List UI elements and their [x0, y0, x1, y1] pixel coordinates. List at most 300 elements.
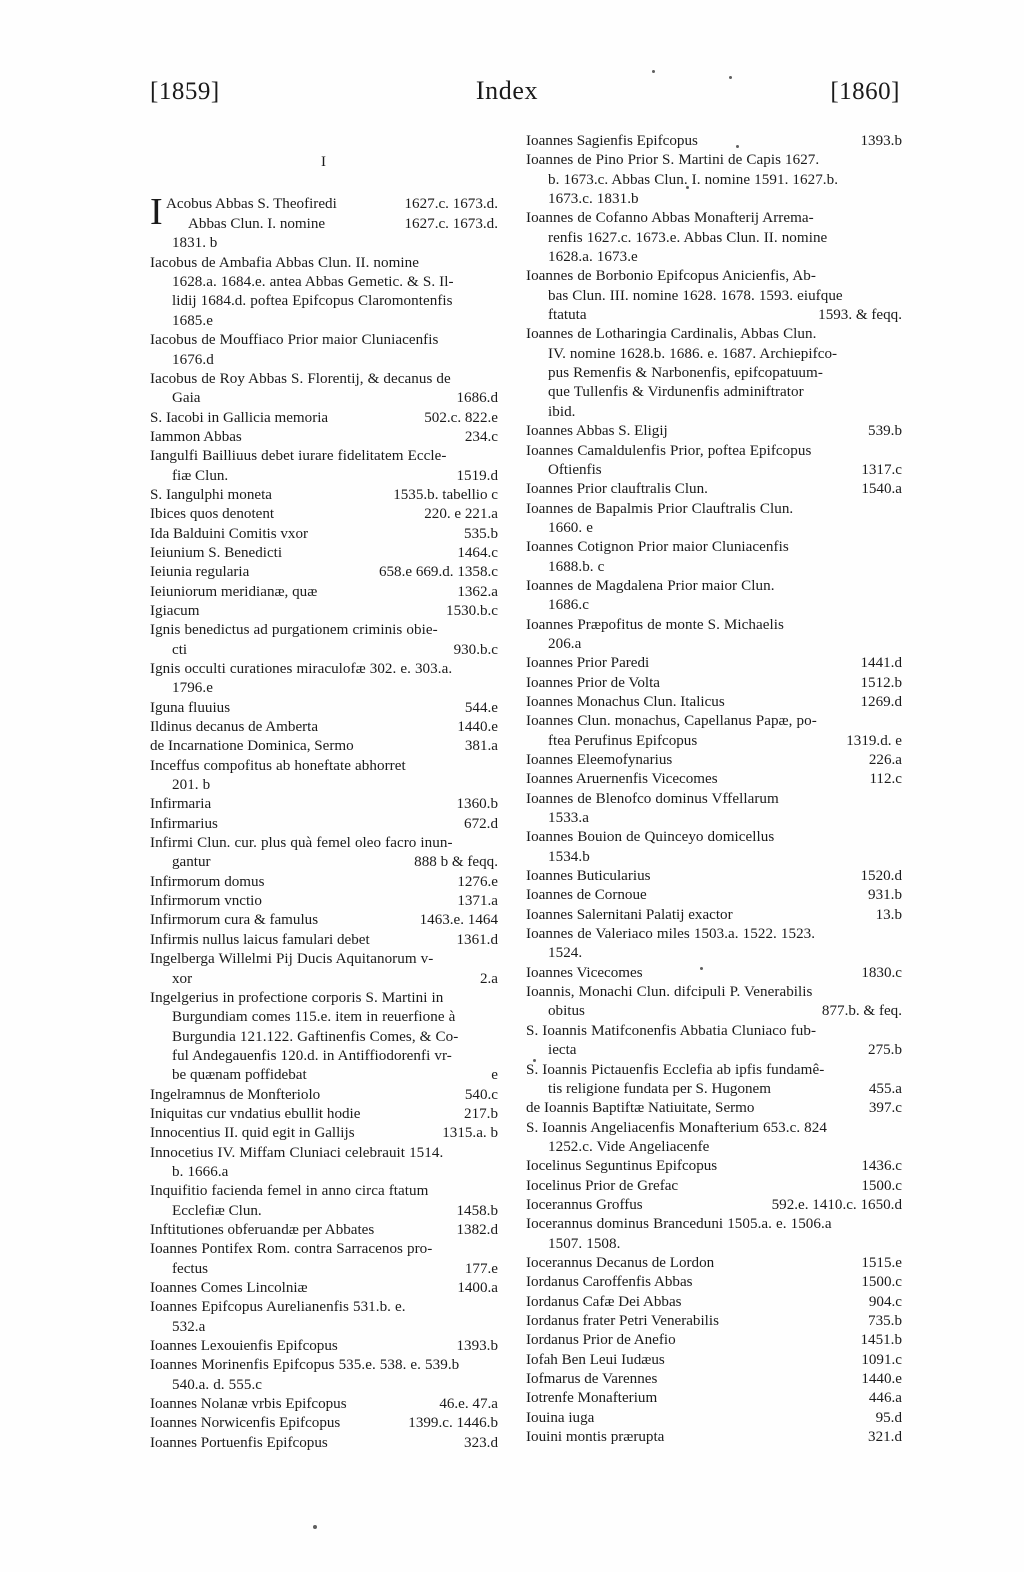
- index-entry: [150, 428, 498, 447]
- entry-locator: 1362.a: [457, 583, 498, 600]
- index-entry: [150, 583, 498, 602]
- entry-continuation: [150, 970, 498, 989]
- index-entry: [150, 660, 498, 699]
- entry-line: ibid.: [548, 403, 576, 420]
- running-head: [150, 76, 900, 120]
- entry-continuation: [150, 1202, 498, 1221]
- entry-locator: 217.b: [464, 1105, 498, 1122]
- entry-line: [166, 215, 498, 235]
- index-entry: [526, 751, 902, 770]
- entry-locator: 1382.d: [456, 1221, 498, 1238]
- index-entry-first: [150, 191, 498, 254]
- entry-line: Ioannes de Lotharingia Cardinalis, Abbas Clun.: [526, 326, 817, 343]
- index-entry: [526, 267, 902, 325]
- entry-headword: Iofmarus de Varennes: [526, 1371, 658, 1387]
- entry-line: S. Ioannis Pictauenfis Ecclefia ab ipfis fundamê-: [526, 1061, 825, 1078]
- entry-locator: 735.b: [868, 1312, 902, 1329]
- section-letter-heading: I: [321, 154, 327, 170]
- entry-line: 1628.a. 1684.e. antea Abbas Gemetic. & S. Il-: [172, 274, 454, 291]
- entry-locator: 535.b: [464, 525, 498, 542]
- index-entry: [526, 1022, 902, 1061]
- index-entry: [150, 447, 498, 486]
- entry-line: Ignis occulti curationes miraculofæ 302. e. 303.a.: [150, 661, 453, 677]
- entry-headword: Ioannes Eleemofynarius: [526, 752, 673, 768]
- index-entry: [526, 1293, 902, 1312]
- entry-locator: 1540.a: [861, 481, 902, 498]
- entry-headword: tis religione fundata per S. Hugonem: [548, 1080, 772, 1097]
- entry-continuation: [526, 461, 902, 480]
- entry-headword: Ecclefiæ Clun.: [172, 1202, 262, 1219]
- entry-headword: de Ioannis Baptiftæ Natiuitate, Sermo: [526, 1100, 755, 1117]
- entry-headword: Ieiuniorum meridianæ, quæ: [150, 583, 318, 600]
- entry-line: 206.a: [548, 635, 582, 652]
- entry-line: Ioannes de Cofanno Abbas Monafterij Arrema-: [526, 210, 814, 227]
- entry-headword: Ioannes Buticularius: [526, 868, 651, 885]
- index-entry: [150, 757, 498, 796]
- entry-continuation: [526, 1002, 902, 1021]
- index-entry: [526, 616, 902, 655]
- entry-locator: 1399.c. 1446.b: [408, 1415, 498, 1432]
- index-entry: [150, 795, 498, 814]
- index-entry: [526, 654, 902, 673]
- entry-locator: 1317.c: [861, 461, 902, 478]
- index-entry: [526, 422, 902, 441]
- entry-line: Ioannes Pontifex Rom. contra Sarracenos pro-: [150, 1241, 433, 1258]
- entry-line: S. Ioannis Matifconenfis Abbatia Cluniaco fub-: [526, 1022, 817, 1039]
- print-speck: [652, 70, 655, 73]
- entry-locator: 592.e. 1410.c. 1650.d: [771, 1196, 902, 1213]
- index-entry: [150, 892, 498, 911]
- entry-line: bas Clun. III. nomine 1628. 1678. 1593. eiufque: [548, 287, 843, 304]
- entry-locator: 112.c: [869, 771, 902, 788]
- entry-locator: 1500.c: [861, 1177, 902, 1194]
- index-entry: [526, 674, 902, 693]
- entry-line: Ignis benedictus ad purgationem criminis obie-: [150, 622, 438, 639]
- entry-headword: fectus: [172, 1260, 209, 1277]
- entry-headword: Ieiunium S. Benedicti: [150, 544, 283, 561]
- index-entry: [150, 331, 498, 370]
- index-entry: [526, 906, 902, 925]
- entry-line: pus Remenfis & Narbonenfis, epifcopatuum-: [548, 365, 823, 382]
- column-left: [150, 132, 498, 1512]
- entry-headword: Iocelinus Seguntinus Epifcopus: [526, 1158, 718, 1175]
- entry-line: Burgundia 121.122. Gaftinenfis Comes, & Co-: [172, 1028, 459, 1045]
- entry-headword: Ioannes Salernitani Palatij exactor: [526, 906, 733, 923]
- page-title: Index: [475, 76, 539, 105]
- entry-locator: 13.b: [875, 906, 902, 923]
- entry-locator: 1458.b: [456, 1202, 498, 1219]
- entry-line: 1831. b: [172, 235, 218, 252]
- entry-locator: 1361.d: [456, 931, 498, 948]
- index-entry: [150, 409, 498, 428]
- entry-headword: Ida Balduini Comitis vxor: [150, 525, 309, 542]
- entry-headword: Iouina iuga: [526, 1409, 595, 1426]
- entry-headword: Oftienfis: [548, 461, 602, 478]
- drop-cap-lines: [150, 191, 498, 254]
- index-entry-list-right: [526, 132, 902, 1447]
- index-entry: [150, 486, 498, 505]
- folio-right: [1860]: [830, 78, 900, 105]
- entry-locator: 1451.b: [860, 1332, 902, 1349]
- index-entry: [150, 1086, 498, 1105]
- entry-line: Ioannes de Pino Prior S. Martini de Capis 1627.: [526, 152, 820, 169]
- body-columns: [150, 132, 902, 1512]
- entry-locator: 672.d: [464, 815, 498, 832]
- entry-headword: iecta: [548, 1042, 577, 1059]
- entry-line: Innocetius IV. Miffam Cluniaci celebrauit 1514.: [150, 1144, 444, 1161]
- index-entry: [526, 1119, 902, 1158]
- entry-line: 1507. 1508.: [548, 1235, 621, 1252]
- entry-locator: 1276.e: [457, 873, 498, 890]
- index-entry: [526, 1389, 902, 1408]
- entry-locator: 1593. & feqq.: [818, 307, 902, 324]
- entry-headword: Iguna fluuius: [150, 699, 231, 716]
- entry-locator: 502.c. 822.e: [424, 409, 498, 426]
- entry-line: ful Andegauenfis 120.d. in Antiffiodorenfi vr-: [172, 1047, 452, 1064]
- index-entry: [150, 989, 498, 1086]
- entry-headword: Iordanus Prior de Anefio: [526, 1332, 676, 1349]
- entry-headword: obitus: [548, 1003, 585, 1020]
- entry-locator: 1512.b: [860, 674, 902, 691]
- entry-headword: gantur: [172, 854, 211, 871]
- index-entry: [526, 500, 902, 539]
- index-entry: [150, 815, 498, 834]
- entry-line: Iacobus de Ambafia Abbas Clun. II. nomine: [150, 254, 420, 271]
- entry-headword: Infirmorum vnctio: [150, 893, 262, 910]
- index-entry: [150, 370, 498, 409]
- index-entry: [150, 737, 498, 756]
- index-entry: [526, 480, 902, 499]
- entry-headword: Ioannes Lexouienfis Epifcopus: [150, 1338, 338, 1355]
- entry-locator: 381.a: [464, 738, 498, 755]
- entry-continuation: [150, 641, 498, 660]
- entry-headword: Abbas Clun. I. nomine: [188, 215, 326, 232]
- entry-line: 1628.a. 1673.e: [548, 249, 638, 266]
- folio-left: [1859]: [150, 78, 220, 105]
- entry-line: 1252.c. Vide Angeliacenfe: [548, 1138, 710, 1155]
- entry-line: Ioannes de Magdalena Prior maior Clun.: [526, 577, 775, 594]
- index-entry: [150, 1144, 498, 1183]
- entry-headword: Iordanus frater Petri Venerabilis: [526, 1312, 719, 1329]
- index-entry: [150, 1124, 498, 1143]
- entry-headword: Ioannes Prior Paredi: [526, 655, 650, 672]
- entry-line: Ioannes Morinenfis Epifcopus 535.e. 538. e. 539.b: [150, 1357, 460, 1374]
- index-entry: [526, 209, 902, 267]
- entry-locator: 1371.a: [457, 893, 498, 910]
- entry-line: 540.a. d. 555.c: [172, 1376, 263, 1393]
- entry-line: Infirmi Clun. cur. plus quà femel oleo facro inun-: [150, 835, 453, 852]
- entry-headword: xor: [172, 970, 193, 987]
- entry-line: [166, 195, 498, 215]
- index-entry: [150, 1105, 498, 1124]
- entry-locator: 226.a: [868, 752, 902, 768]
- entry-line: 532.a: [172, 1318, 206, 1335]
- entry-line: Iocerannus dominus Branceduni 1505.a. e. 1506.a: [526, 1216, 832, 1233]
- entry-line: 1660. e: [548, 519, 593, 536]
- index-entry: [150, 1337, 498, 1356]
- entry-continuation: [150, 389, 498, 408]
- index-entry: [526, 828, 902, 867]
- entry-line: Ioannes de Bapalmis Prior Clauftralis Clun.: [526, 500, 794, 517]
- entry-headword: Ioannes Sagienfis Epifcopus: [526, 133, 698, 149]
- entry-line: Ioannes de Blenofco dominus Vffellarum: [526, 790, 779, 807]
- index-entry: [150, 1395, 498, 1414]
- entry-continuation: [150, 1066, 498, 1085]
- index-entry: [526, 886, 902, 905]
- entry-locator: 1500.c: [861, 1274, 902, 1291]
- entry-headword: Iocerannus Groffus: [526, 1196, 643, 1213]
- index-entry: [526, 442, 902, 481]
- entry-headword: Ildinus decanus de Amberta: [150, 719, 319, 736]
- index-entry: [526, 693, 902, 712]
- index-entry: [526, 1215, 902, 1254]
- entry-headword: Ioannes Comes Lincolniæ: [150, 1280, 308, 1296]
- entry-locator: 323.d: [464, 1434, 498, 1451]
- entry-headword: Iofah Ben Leui Iudæus: [526, 1351, 665, 1368]
- index-entry: [526, 790, 902, 829]
- entry-headword: ftea Perufinus Epifcopus: [548, 732, 698, 749]
- entry-line: Ioannes Clun. monachus, Capellanus Papæ, po-: [526, 713, 817, 730]
- index-entry: [150, 873, 498, 892]
- entry-headword: Ibices quos denotent: [150, 506, 275, 523]
- entry-locator: 1515.e: [861, 1254, 902, 1271]
- entry-line: Burgundiam comes 115.e. item in reuerfione à: [172, 1009, 456, 1026]
- index-entry: [526, 867, 902, 886]
- entry-headword: S. Iangulphi moneta: [150, 486, 272, 503]
- entry-locator: 1400.a: [457, 1280, 498, 1296]
- entry-headword: cti: [172, 641, 188, 658]
- entry-locator: 1440.e: [457, 719, 498, 736]
- entry-headword: Innocentius II. quid egit in Gallijs: [150, 1125, 355, 1142]
- entry-locator: 540.c: [464, 1086, 498, 1103]
- index-entry: [526, 1177, 902, 1196]
- entry-line: lidij 1684.d. poftea Epifcopus Claromontenfis: [172, 293, 453, 310]
- entry-line: Iangulfi Bailliuus debet iurare fidelitatem Eccle-: [150, 448, 447, 465]
- entry-line: 1533.a: [548, 810, 589, 827]
- index-entry: [150, 563, 498, 582]
- entry-line: 1676.d: [172, 351, 214, 368]
- entry-line: 1686.c: [548, 597, 589, 614]
- entry-headword: Ioannes Vicecomes: [526, 964, 643, 981]
- entry-line: Ingelberga Willelmi Pij Ducis Aquitanorum v-: [150, 951, 434, 968]
- drop-cap-initial: I: [150, 191, 163, 233]
- entry-locator: 446.a: [868, 1390, 902, 1407]
- index-entry: [150, 602, 498, 621]
- index-entry: [526, 1254, 902, 1273]
- entry-headword: S. Iacobi in Gallicia memoria: [150, 409, 329, 426]
- entry-headword: ftatuta: [548, 307, 587, 324]
- entry-locator: 397.c: [868, 1100, 902, 1117]
- entry-headword: Infirmis nullus laicus famulari debet: [150, 931, 370, 948]
- entry-line: b. 1673.c. Abbas Clun. I. nomine 1591. 1627.b.: [548, 171, 839, 188]
- index-entry: [526, 1312, 902, 1331]
- index-entry: [150, 621, 498, 660]
- print-speck: [313, 1525, 317, 1529]
- entry-headword: Iotrenfe Monafterium: [526, 1390, 658, 1407]
- index-entry: [526, 1273, 902, 1292]
- entry-locator: 1441.d: [860, 655, 902, 672]
- index-entry: [150, 1182, 498, 1221]
- entry-locator: 321.d: [868, 1429, 902, 1446]
- entry-locator: 930.b.c: [453, 641, 498, 658]
- entry-locator: 1440.e: [861, 1371, 902, 1387]
- entry-headword: Iouini montis prærupta: [526, 1429, 665, 1446]
- index-entry: [150, 1414, 498, 1433]
- entry-locator: 1627.c. 1673.d.: [404, 215, 498, 232]
- entry-locator: 177.e: [464, 1260, 498, 1277]
- entry-line: Ioannes de Borbonio Epifcopus Anicienfis, Ab-: [526, 268, 816, 285]
- entry-line: 1524.: [548, 945, 583, 962]
- entry-locator: 2.a: [479, 970, 498, 987]
- index-entry: [150, 1240, 498, 1279]
- entry-headword: Iammon Abbas: [150, 428, 242, 445]
- entry-line: renfis 1627.c. 1673.e. Abbas Clun. II. nomine: [548, 229, 828, 246]
- entry-continuation: [526, 1041, 902, 1060]
- index-entry: [150, 718, 498, 737]
- entry-locator: 1830.c: [861, 964, 902, 981]
- entry-line: Ioannes de Valeriaco miles 1503.a. 1522. 1523.: [526, 926, 816, 943]
- index-entry: [526, 712, 902, 751]
- entry-headword: Ioannes Abbas S. Eligij: [526, 423, 668, 440]
- entry-headword: Iocelinus Prior de Grefac: [526, 1177, 679, 1194]
- entry-headword: Gaia: [172, 390, 201, 407]
- entry-continuation: [150, 853, 498, 872]
- index-entry: [150, 1221, 498, 1240]
- entry-continuation: [526, 1080, 902, 1099]
- entry-headword: Ioannes Nolanæ vrbis Epifcopus: [150, 1396, 347, 1413]
- index-entry: [150, 834, 498, 873]
- index-entry: [150, 525, 498, 544]
- entry-headword: Ioannes Prior de Volta: [526, 674, 661, 691]
- index-entry: [526, 1157, 902, 1176]
- entry-locator: 1393.b: [456, 1338, 498, 1355]
- entry-line: b. 1666.a: [172, 1163, 229, 1180]
- index-entry: [150, 505, 498, 524]
- entry-headword: Infirmaria: [150, 796, 212, 813]
- index-entry: [150, 1434, 498, 1453]
- entry-headword: Ioannes de Cornoue: [526, 887, 647, 904]
- entry-locator: 220. e 221.a: [424, 506, 498, 523]
- index-entry: [526, 770, 902, 789]
- index-entry: [526, 132, 902, 151]
- index-entry: [526, 964, 902, 983]
- entry-line: IV. nomine 1628.b. 1686. e. 1687. Archiepifco-: [548, 345, 838, 362]
- index-entry: [150, 950, 498, 989]
- entry-line: Iacobus de Mouffiaco Prior maior Cluniacenfis: [150, 332, 439, 349]
- entry-headword: Ioannes Monachus Clun. Italicus: [526, 693, 725, 710]
- entry-locator: 1393.b: [860, 133, 902, 149]
- index-entry: [526, 1061, 902, 1100]
- entry-locator: 1360.b: [456, 796, 498, 813]
- entry-locator: 1519.d: [456, 467, 498, 484]
- entry-line: Ioannes Cotignon Prior maior Cluniacenfis: [526, 539, 789, 556]
- entry-locator: 888 b & feqq.: [414, 854, 498, 871]
- entry-headword: Acobus Abbas S. Theofiredi: [166, 196, 337, 212]
- entry-headword: Iniquitas cur vndatius ebullit hodie: [150, 1105, 361, 1122]
- entry-locator: 904.c: [868, 1293, 902, 1310]
- index-entry: [526, 325, 902, 422]
- entry-continuation: [150, 1260, 498, 1279]
- entry-line: 201. b: [172, 777, 211, 794]
- entry-headword: Infirmarius: [150, 815, 218, 832]
- entry-locator: 1315.a. b: [442, 1125, 498, 1142]
- entry-line: Ingelgerius in profectione corporis S. Martini in: [150, 989, 444, 1006]
- entry-line: Inceffus compofitus ab honeftate abhorret: [150, 757, 406, 774]
- entry-headword: Ioannes Portuenfis Epifcopus: [150, 1434, 328, 1451]
- entry-line: que Tullenfis & Virdunenfis adminiftrator: [548, 384, 804, 401]
- entry-line: Ioannes Bouion de Quinceyo domicellus: [526, 829, 775, 846]
- entry-locator: 1464.c: [457, 544, 498, 561]
- entry-locator: 539.b: [868, 423, 902, 440]
- index-entry: [150, 911, 498, 930]
- entry-line: Ioannes Epifcopus Aurelianenfis 531.b. e.: [150, 1299, 406, 1316]
- entry-line: 1534.b: [548, 848, 590, 865]
- entry-headword: Ioannes Norwicenfis Epifcopus: [150, 1415, 341, 1432]
- entry-headword: Ingelramnus de Monfteriolo: [150, 1086, 321, 1103]
- entry-locator: 1530.b.c: [446, 602, 498, 619]
- entry-line: 1685.e: [172, 312, 213, 329]
- entry-headword: be quænam poffidebat: [172, 1067, 307, 1084]
- entry-headword: fiæ Clun.: [172, 467, 229, 484]
- entry-continuation: [150, 467, 498, 486]
- entry-headword: Inftitutiones obferuandæ per Abbates: [150, 1221, 375, 1238]
- entry-locator: 931.b: [868, 887, 902, 904]
- entry-line: Ioannis, Monachi Clun. difcipuli P. Venerabilis: [526, 984, 813, 1001]
- entry-locator: 877.b. & feq.: [821, 1003, 902, 1020]
- entry-locator: 1269.d: [860, 693, 902, 710]
- index-entry-list-left: [150, 254, 498, 1453]
- index-entry: [526, 1196, 902, 1215]
- index-entry: [526, 538, 902, 577]
- index-entry: [150, 1356, 498, 1395]
- entry-locator: 1520.d: [860, 868, 902, 885]
- index-entry: [526, 983, 902, 1022]
- entry-locator: 658.e 669.d. 1358.c: [378, 564, 498, 581]
- index-entry: [150, 699, 498, 718]
- entry-line: Ioannes Præpofitus de monte S. Michaelis: [526, 616, 784, 633]
- entry-headword: Iocerannus Decanus de Lordon: [526, 1254, 715, 1271]
- entry-locator: 1463.e. 1464: [419, 912, 498, 929]
- entry-line: 1688.b. c: [548, 558, 605, 575]
- index-entry: [526, 1351, 902, 1370]
- entry-line: S. Ioannis Angeliacenfis Monafterium 653.c. 824: [526, 1119, 827, 1136]
- entry-locator: 95.d: [875, 1409, 902, 1426]
- entry-locator: 544.e: [464, 699, 498, 716]
- entry-locator: 46.e. 47.a: [439, 1396, 498, 1413]
- index-entry: [150, 254, 498, 331]
- entry-locator: e: [491, 1067, 498, 1084]
- entry-line: Ioannes Camaldulenfis Prior, poftea Epifcopus: [526, 442, 812, 459]
- entry-locator: 1627.c. 1673.d.: [404, 196, 498, 212]
- index-entry: [150, 544, 498, 563]
- index-entry: [526, 1331, 902, 1350]
- index-entry: [526, 151, 902, 209]
- entry-line: Iacobus de Roy Abbas S. Florentij, & decanus de: [150, 370, 451, 387]
- index-entry: [526, 1428, 902, 1447]
- entry-line: Inquifitio facienda femel in anno circa ftatum: [150, 1183, 429, 1200]
- entry-locator: 1319.d. e: [846, 732, 902, 749]
- index-entry: [150, 931, 498, 950]
- entry-headword: Iordanus Caroffenfis Abbas: [526, 1274, 693, 1291]
- entry-locator: 455.a: [868, 1080, 902, 1097]
- entry-line: 1796.e: [172, 680, 213, 697]
- entry-continuation: [526, 306, 902, 325]
- entry-headword: Ieiunia regularia: [150, 564, 250, 581]
- entry-headword: Iordanus Cafæ Dei Abbas: [526, 1293, 682, 1310]
- index-entry: [526, 1409, 902, 1428]
- index-entry: [526, 577, 902, 616]
- entry-locator: 1686.d: [456, 390, 498, 407]
